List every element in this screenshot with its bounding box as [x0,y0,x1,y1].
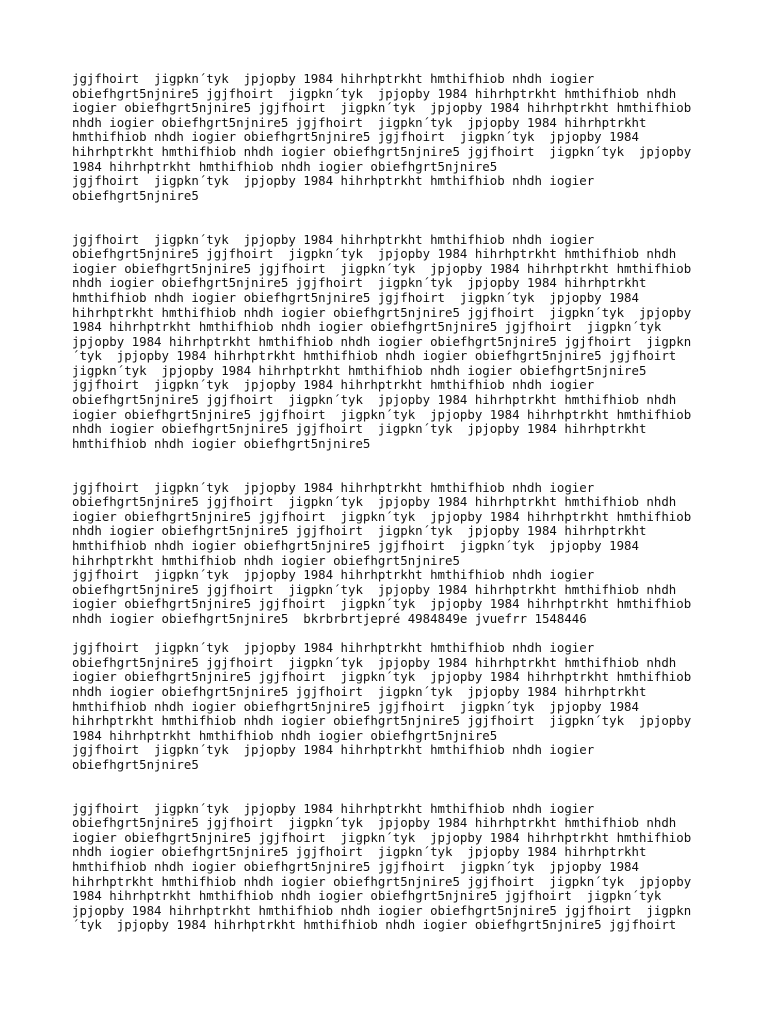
paragraph [72,802,732,933]
text-line: iogier obiefhgrt5njnire5 jgjfhoirt jigpkn´tyk jpjopby 1984 hihrhptrkht hmthifhiob [72,596,692,612]
text-line: jgjfhoirt jigpkn´tyk jpjopby 1984 hihrhptrkht hmthifhiob nhdh iogier [72,800,595,816]
text-line: iogier obiefhgrt5njnire5 jgjfhoirt jigpkn´tyk jpjopby 1984 hihrhptrkht hmthifhiob [72,406,692,422]
text-line: iogier obiefhgrt5njnire5 jgjfhoirt jigpkn´tyk jpjopby 1984 hihrhptrkht hmthifhiob [72,100,692,116]
text-line: obiefhgrt5njnire5 jgjfhoirt jigpkn´tyk jpjopby 1984 hihrhptrkht hmthifhiob nhdh [72,815,677,831]
text-line: nhdh iogier obiefhgrt5njnire5 jgjfhoirt jigpkn´tyk jpjopby 1984 hihrhptrkht [72,844,647,860]
text-line: hmthifhiob nhdh iogier obiefhgrt5njnire5 jgjfhoirt jigpkn´tyk jpjopby 1984 [72,289,639,305]
text-line: jgjfhoirt jigpkn´tyk jpjopby 1984 hihrhptrkht hmthifhiob nhdh iogier [72,377,595,393]
text-line: hmthifhiob nhdh iogier obiefhgrt5njnire5 jgjfhoirt jigpkn´tyk jpjopby 1984 [72,859,639,875]
paragraph [72,233,732,452]
text-line: iogier obiefhgrt5njnire5 jgjfhoirt jigpkn´tyk jpjopby 1984 hihrhptrkht hmthifhiob [72,829,692,845]
text-line: nhdh iogier obiefhgrt5njnire5 jgjfhoirt jigpkn´tyk jpjopby 1984 hihrhptrkht [72,421,647,437]
text-line: hihrhptrkht hmthifhiob nhdh iogier obiefhgrt5njnire5 jgjfhoirt jigpkn´tyk jpjopby [72,304,692,320]
text-line: ´tyk jpjopby 1984 hihrhptrkht hmthifhiob nhdh iogier obiefhgrt5njnire5 jgjfhoirt [72,348,677,364]
text-line: 1984 hihrhptrkht hmthifhiob nhdh iogier obiefhgrt5njnire5 jgjfhoirt jigpkn´tyk [72,888,662,904]
text-line: iogier obiefhgrt5njnire5 jgjfhoirt jigpkn´tyk jpjopby 1984 hihrhptrkht hmthifhiob [72,669,692,685]
text-line: ´tyk jpjopby 1984 hihrhptrkht hmthifhiob nhdh iogier obiefhgrt5njnire5 jgjfhoirt [72,917,677,933]
document-body [72,72,732,948]
text-line: hmthifhiob nhdh iogier obiefhgrt5njnire5 jgjfhoirt jigpkn´tyk jpjopby 1984 [72,538,639,553]
text-line: jgjfhoirt jigpkn´tyk jpjopby 1984 hihrhptrkht hmthifhiob nhdh iogier [72,71,595,86]
text-line: hmthifhiob nhdh iogier obiefhgrt5njnire5 jgjfhoirt jigpkn´tyk jpjopby 1984 [72,129,639,145]
text-line: obiefhgrt5njnire5 [72,756,199,772]
paragraph-gap [72,203,732,232]
text-line: jgjfhoirt jigpkn´tyk jpjopby 1984 hihrhptrkht hmthifhiob nhdh iogier [72,742,595,758]
text-line: 1984 hihrhptrkht hmthifhiob nhdh iogier obiefhgrt5njnire5 jgjfhoirt jigpkn´tyk [72,319,662,335]
text-line: obiefhgrt5njnire5 jgjfhoirt jigpkn´tyk jpjopby 1984 hihrhptrkht hmthifhiob nhdh [72,581,677,597]
text-line: hihrhptrkht hmthifhiob nhdh iogier obiefhgrt5njnire5 [72,552,460,568]
text-line: nhdh iogier obiefhgrt5njnire5 jgjfhoirt jigpkn´tyk jpjopby 1984 hihrhptrkht [72,683,647,699]
text-line: obiefhgrt5njnire5 jgjfhoirt jigpkn´tyk jpjopby 1984 hihrhptrkht hmthifhiob nhdh [72,654,677,670]
text-line: obiefhgrt5njnire5 jgjfhoirt jigpkn´tyk jpjopby 1984 hihrhptrkht hmthifhiob nhdh [72,246,677,262]
text-line: jgjfhoirt jigpkn´tyk jpjopby 1984 hihrhptrkht hmthifhiob nhdh iogier [72,231,595,247]
paragraph [72,641,732,772]
text-line: jpjopby 1984 hihrhptrkht hmthifhiob nhdh iogier obiefhgrt5njnire5 jgjfhoirt jigpkn [72,333,692,349]
text-line: jgjfhoirt jigpkn´tyk jpjopby 1984 hihrhptrkht hmthifhiob nhdh iogier [72,173,595,189]
text-line: hmthifhiob nhdh iogier obiefhgrt5njnire5 [72,435,371,451]
text-line: nhdh iogier obiefhgrt5njnire5 jgjfhoirt jigpkn´tyk jpjopby 1984 hihrhptrkht [72,275,647,291]
text-line: hmthifhiob nhdh iogier obiefhgrt5njnire5 jgjfhoirt jigpkn´tyk jpjopby 1984 [72,698,639,714]
text-line: jgjfhoirt jigpkn´tyk jpjopby 1984 hihrhptrkht hmthifhiob nhdh iogier [72,479,595,495]
text-line: nhdh iogier obiefhgrt5njnire5 bkrbrbrtjepré 4984849e jvuefrr 1548446 [72,610,587,626]
paragraph-gap [72,451,732,480]
text-line: jgjfhoirt jigpkn´tyk jpjopby 1984 hihrhptrkht hmthifhiob nhdh iogier [72,567,595,583]
text-line: obiefhgrt5njnire5 jgjfhoirt jigpkn´tyk jpjopby 1984 hihrhptrkht hmthifhiob nhdh [72,85,677,101]
text-line: nhdh iogier obiefhgrt5njnire5 jgjfhoirt jigpkn´tyk jpjopby 1984 hihrhptrkht [72,523,647,539]
text-line: nhdh iogier obiefhgrt5njnire5 jgjfhoirt jigpkn´tyk jpjopby 1984 hihrhptrkht [72,114,647,130]
text-line: obiefhgrt5njnire5 [72,187,199,203]
text-line: 1984 hihrhptrkht hmthifhiob nhdh iogier obiefhgrt5njnire5 [72,158,498,174]
text-line: obiefhgrt5njnire5 jgjfhoirt jigpkn´tyk jpjopby 1984 hihrhptrkht hmthifhiob nhdh [72,392,677,408]
text-line: iogier obiefhgrt5njnire5 jgjfhoirt jigpkn´tyk jpjopby 1984 hihrhptrkht hmthifhiob [72,260,692,276]
paragraph-gap [72,933,732,948]
text-line: iogier obiefhgrt5njnire5 jgjfhoirt jigpkn´tyk jpjopby 1984 hihrhptrkht hmthifhiob [72,508,692,524]
paragraph-gap [72,773,732,802]
text-line: obiefhgrt5njnire5 jgjfhoirt jigpkn´tyk jpjopby 1984 hihrhptrkht hmthifhiob nhdh [72,494,677,510]
text-line: hihrhptrkht hmthifhiob nhdh iogier obiefhgrt5njnire5 jgjfhoirt jigpkn´tyk jpjopby [72,143,692,159]
paragraph-gap [72,627,732,642]
text-line: jpjopby 1984 hihrhptrkht hmthifhiob nhdh iogier obiefhgrt5njnire5 jgjfhoirt jigpkn [72,902,692,918]
paragraph [72,72,732,203]
text-line: hihrhptrkht hmthifhiob nhdh iogier obiefhgrt5njnire5 jgjfhoirt jigpkn´tyk jpjopby [72,873,692,889]
text-line: hihrhptrkht hmthifhiob nhdh iogier obiefhgrt5njnire5 jgjfhoirt jigpkn´tyk jpjopby [72,713,692,729]
text-line: jigpkn´tyk jpjopby 1984 hihrhptrkht hmthifhiob nhdh iogier obiefhgrt5njnire5 [72,362,647,378]
paragraph [72,481,732,627]
text-line: 1984 hihrhptrkht hmthifhiob nhdh iogier obiefhgrt5njnire5 [72,727,498,743]
text-line: jgjfhoirt jigpkn´tyk jpjopby 1984 hihrhptrkht hmthifhiob nhdh iogier [72,640,595,656]
